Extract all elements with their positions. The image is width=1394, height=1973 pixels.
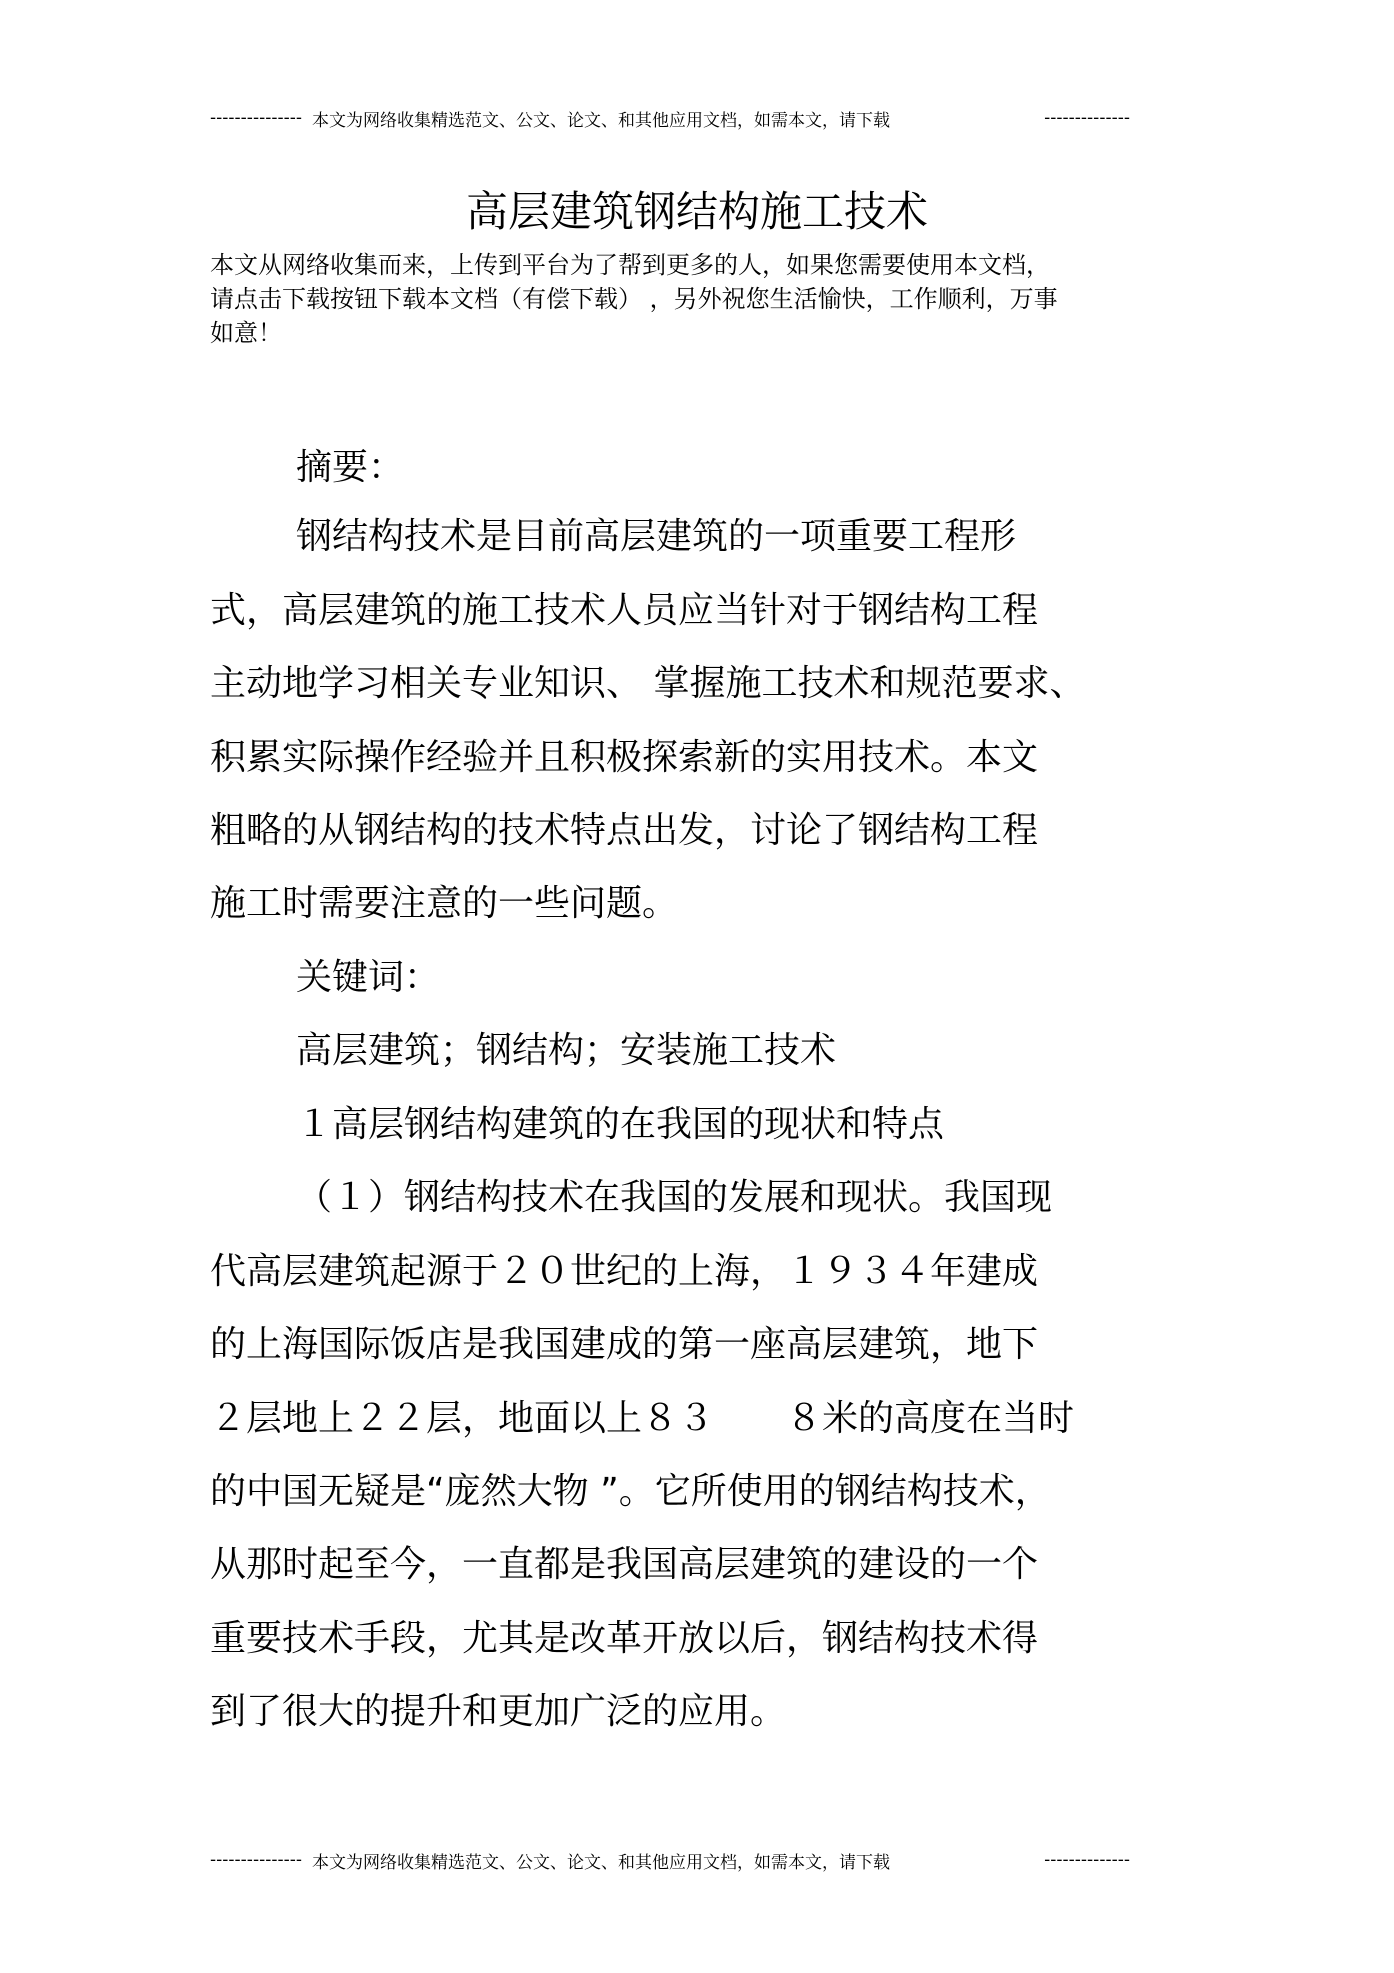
- section-heading: １高层钢结构建筑的在我国的现状和特点: [296, 1104, 945, 1145]
- header-text: 本文为网络收集精选范文、公文、论文、和其他应用文档，如需本文，请下载: [312, 110, 890, 131]
- paragraph-line: 从那时起至今，一直都是我国高层建筑的建设的一个: [210, 1544, 1039, 1585]
- paragraph-line: 的上海国际饭店是我国建成的第一座高层建筑，地下: [210, 1324, 1039, 1365]
- paragraph-line: 的中国无疑是“庞然大物 ”。它所使用的钢结构技术，: [210, 1471, 1051, 1512]
- abstract-line: 主动地学习相关专业知识、 掌握施工技术和规范要求、: [210, 663, 1086, 704]
- intro-notice: [210, 248, 1170, 350]
- footer-dashes-left: ---------------: [210, 1850, 302, 1870]
- paragraph-line: 重要技术手段，尤其是改革开放以后，钢结构技术得: [210, 1618, 1039, 1659]
- abstract-line: 积累实际操作经验并且积极探索新的实用技术。本文: [210, 737, 1039, 778]
- intro-line: 如意！: [210, 319, 282, 347]
- header-dashes-right: --------------: [1044, 108, 1130, 128]
- abstract-line: 施工时需要注意的一些问题。: [210, 883, 679, 924]
- paragraph-line: ２层地上２２层，地面以上８３ ８米的高度在当时: [210, 1398, 1075, 1439]
- footer-dashes-right: --------------: [1044, 1850, 1130, 1870]
- abstract-heading: 摘要：: [296, 447, 405, 488]
- page-footer: [210, 1846, 1130, 1874]
- intro-line: 本文从网络收集而来，上传到平台为了帮到更多的人，如果您需要使用本文档，: [210, 251, 1050, 279]
- abstract-line: 式，高层建筑的施工技术人员应当针对于钢结构工程: [210, 590, 1039, 631]
- keywords-heading: 关键词：: [296, 957, 441, 998]
- paragraph-line: 代高层建筑起源于２０世纪的上海，１９３４年建成: [210, 1251, 1039, 1292]
- abstract-line: 粗略的从钢结构的技术特点出发，讨论了钢结构工程: [210, 810, 1039, 851]
- keywords-line: 高层建筑；钢结构；安装施工技术: [296, 1030, 837, 1071]
- paragraph-line: 到了很大的提升和更加广泛的应用。: [210, 1691, 787, 1732]
- document-title: 高层建筑钢结构施工技术: [465, 187, 928, 236]
- intro-line: 请点击下载按钮下载本文档（有偿下载） ，另外祝您生活愉快，工作顺利，万事: [210, 285, 1058, 313]
- header-dashes-left: ---------------: [210, 108, 302, 128]
- footer-text: 本文为网络收集精选范文、公文、论文、和其他应用文档，如需本文，请下载: [312, 1852, 890, 1873]
- page-header: [210, 104, 1130, 132]
- paragraph-line: （１）钢结构技术在我国的发展和现状。我国现: [296, 1177, 1053, 1218]
- abstract-line: 钢结构技术是目前高层建筑的一项重要工程形: [296, 516, 1017, 557]
